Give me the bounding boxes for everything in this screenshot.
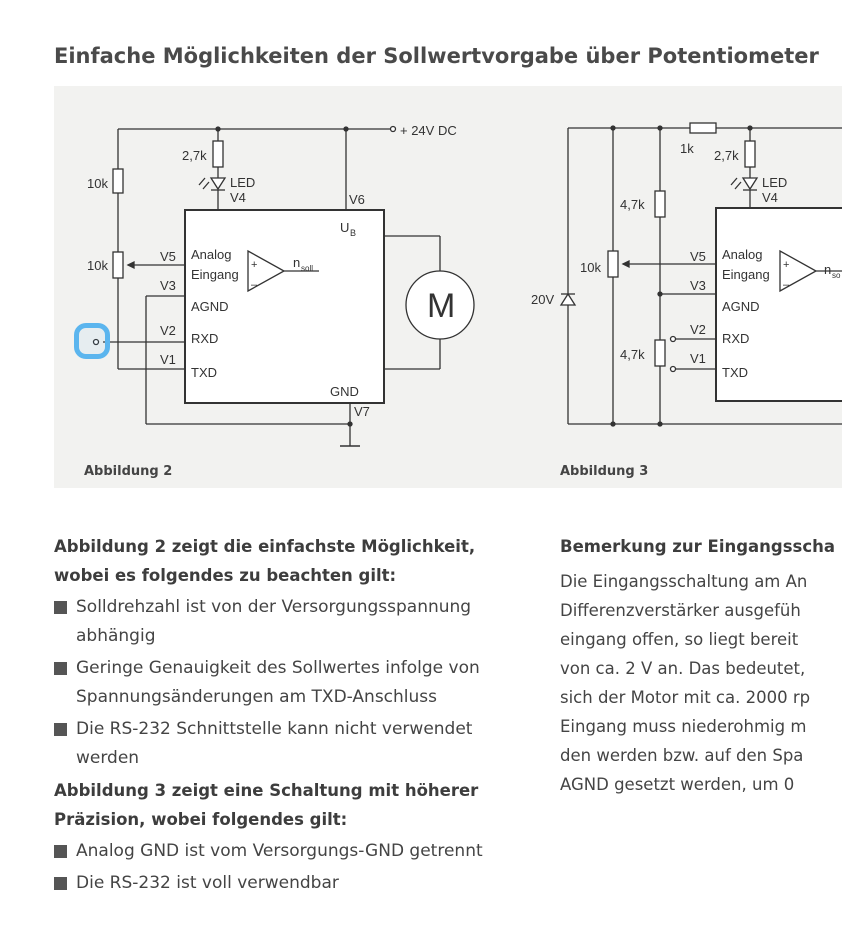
label-r-pot: 10k: [87, 258, 108, 273]
label-led: LED: [230, 175, 256, 190]
list-item: Solldrehzahl ist von der Versorgungsspannung abhängig: [54, 593, 534, 651]
label-led-3: LED: [762, 175, 788, 190]
label-r47a: 4,7k: [620, 197, 645, 212]
label-nsoll-sub-3: so: [832, 271, 841, 280]
text-line: sich der Motor mit ca. 2000 rp: [560, 688, 811, 707]
label-zener: 20V: [531, 292, 555, 307]
label-rxd: RXD: [191, 331, 219, 346]
label-v7: V7: [354, 404, 370, 419]
label-v3-3: V3: [690, 278, 706, 293]
label-txd-3: TXD: [722, 365, 748, 380]
text-line: eingang offen, so liegt bereit: [560, 630, 799, 649]
label-v1-3: V1: [690, 351, 706, 366]
label-v1: V1: [160, 352, 176, 367]
figure-3-caption: Abbildung 3: [560, 464, 649, 479]
input-circuit-text: [560, 567, 842, 799]
bullet-square-icon: [54, 723, 67, 736]
label-minus-3: –: [783, 279, 790, 291]
figure-2-bullet-list: [54, 593, 534, 773]
label-rxd-3: RXD: [722, 331, 750, 346]
figure-3-heading: Abbildung 3 zeigt eine Schaltung mit höherer Präzision, wobei folgendes gilt:: [54, 781, 479, 829]
list-item: Die RS-232 ist voll verwendbar: [54, 869, 534, 898]
label-nsoll-sub: soll: [301, 264, 314, 273]
label-r-pot-3: 10k: [580, 260, 601, 275]
text-line: Eingang muss niederohmig m: [560, 717, 807, 736]
list-item: Geringe Genauigkeit des Sollwertes infolge von Spannungsänderungen am TXD-Anschluss: [54, 654, 534, 712]
right-column: [560, 532, 842, 799]
label-minus: –: [251, 279, 258, 291]
figure-area: [54, 86, 842, 488]
label-v5-3: V5: [690, 249, 706, 264]
label-ub: U: [340, 220, 350, 235]
page-title: Einfache Möglichkeiten der Sollwertvorgabe über Potentiometer: [54, 44, 819, 68]
label-nsoll: n: [293, 255, 301, 270]
figure-2-schematic: [94, 127, 475, 447]
label-plus-3: +: [783, 259, 790, 271]
figure-2-caption: Abbildung 2: [84, 464, 173, 479]
label-supply: + 24V DC: [400, 123, 457, 138]
motor-symbol: M: [427, 287, 456, 325]
label-txd: TXD: [191, 365, 217, 380]
list-item: Die RS-232 Schnittstelle kann nicht verwendet werden: [54, 715, 534, 773]
label-v2: V2: [160, 323, 176, 338]
label-v6: V6: [349, 192, 365, 207]
label-analog: Analog: [191, 247, 232, 262]
figure-3-schematic: [561, 123, 842, 426]
label-agnd-3: AGND: [722, 299, 760, 314]
label-v4: V4: [230, 190, 246, 205]
label-v4-3: V4: [762, 190, 778, 205]
bullet-square-icon: [54, 877, 67, 890]
label-v3: V3: [160, 278, 176, 293]
label-gnd: GND: [330, 384, 359, 399]
label-analog-3: Analog: [722, 247, 763, 262]
text-line: AGND gesetzt werden, um 0: [560, 775, 795, 794]
left-column: [54, 532, 534, 901]
text-line: den werden bzw. auf den Spa: [560, 746, 804, 765]
label-r1k: 1k: [680, 141, 694, 156]
label-r47b: 4,7k: [620, 347, 645, 362]
label-eingang: Eingang: [191, 267, 239, 282]
label-eingang-3: Eingang: [722, 267, 770, 282]
figure-3-bullet-list: [54, 837, 534, 898]
bullet-square-icon: [54, 662, 67, 675]
rxd-pin-terminal-highlight[interactable]: [74, 323, 110, 359]
label-v2-3: V2: [690, 322, 706, 337]
label-v5: V5: [160, 249, 176, 264]
label-agnd: AGND: [191, 299, 229, 314]
label-r-led-3: 2,7k: [714, 148, 739, 163]
figure-2-heading: Abbildung 2 zeigt die einfachste Möglichkeit, wobei es folgendes zu beachten gilt:: [54, 537, 476, 585]
bullet-square-icon: [54, 601, 67, 614]
label-r-led: 2,7k: [182, 148, 207, 163]
label-plus: +: [251, 259, 258, 271]
text-line: von ca. 2 V an. Das bedeutet,: [560, 659, 806, 678]
label-ub-sub: B: [350, 228, 357, 238]
input-circuit-heading: Bemerkung zur Eingangsscha: [560, 537, 836, 556]
label-r-top: 10k: [87, 176, 108, 191]
bullet-square-icon: [54, 845, 67, 858]
text-line: Differenzverstärker ausgefüh: [560, 601, 801, 620]
list-item: Analog GND ist vom Versorgungs-GND getrennt: [54, 837, 534, 866]
label-nsoll-3: n: [824, 262, 832, 277]
text-line: Die Eingangsschaltung am An: [560, 572, 808, 591]
